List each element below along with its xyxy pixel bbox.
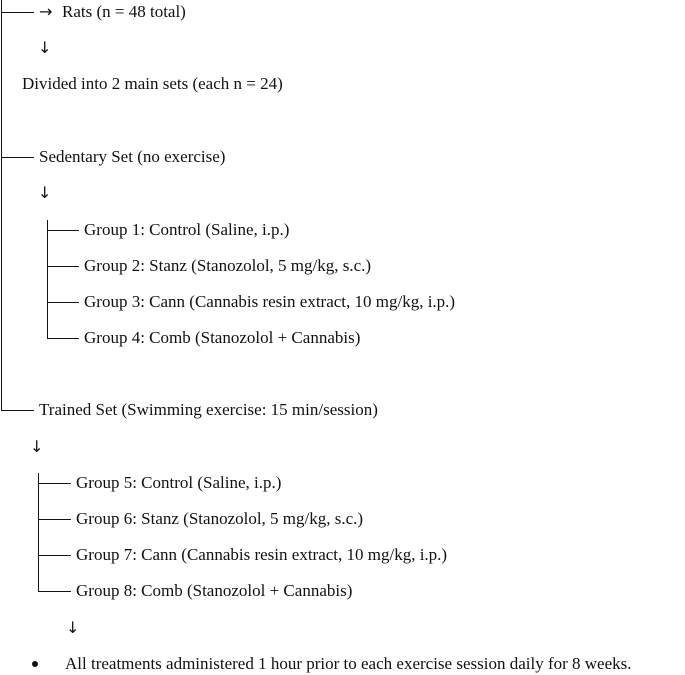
group-2-branch-line: [47, 266, 79, 267]
group-label: Group 7: Cann (Cannabis resin extract, 10 mg/kg, i.p.): [76, 545, 448, 564]
treatment-note: All treatments administered 1 hour prior to each exercise session daily for 8 weeks.: [65, 654, 632, 673]
group-label: Group 3: Cann (Cannabis resin extract, 10 mg/kg, i.p.): [84, 292, 456, 311]
division-label: Divided into 2 main sets (each n = 24): [22, 74, 283, 93]
group-label: Group 8: Comb (Stanozolol + Cannabis): [76, 581, 353, 600]
group-8-branch-line: [38, 591, 71, 592]
sedentary-trunk-line: [47, 220, 48, 338]
down-arrow: ↓: [38, 38, 52, 57]
group-label: Group 4: Comb (Stanozolol + Cannabis): [84, 328, 361, 347]
group-5-branch-line: [38, 483, 71, 484]
group-6-branch-line: [38, 519, 71, 520]
root-branch-line: [1, 12, 34, 13]
trained-trunk-line: [38, 473, 39, 591]
group-1-branch-line: [47, 230, 79, 231]
group-4-branch-line: [47, 338, 79, 339]
trained-branch-line: [1, 410, 34, 411]
group-label: Group 2: Stanz (Stanozolol, 5 mg/kg, s.c.): [84, 256, 372, 275]
sedentary-set-label: Sedentary Set (no exercise): [39, 147, 226, 166]
trained-set-label: Trained Set (Swimming exercise: 15 min/session): [39, 400, 378, 419]
root-right-arrow: →: [39, 2, 53, 21]
group-7-branch-line: [38, 555, 71, 556]
main-trunk-line: [1, 0, 2, 410]
root-label: Rats (n = 48 total): [62, 2, 186, 21]
bullet-icon: [32, 661, 38, 667]
sedentary-branch-line: [1, 157, 34, 158]
group-label: Group 5: Control (Saline, i.p.): [76, 473, 282, 492]
down-arrow: ↓: [66, 618, 80, 637]
group-label: Group 6: Stanz (Stanozolol, 5 mg/kg, s.c.): [76, 509, 364, 528]
group-3-branch-line: [47, 302, 79, 303]
group-label: Group 1: Control (Saline, i.p.): [84, 220, 290, 239]
down-arrow: ↓: [38, 183, 52, 202]
down-arrow: ↓: [30, 437, 44, 456]
